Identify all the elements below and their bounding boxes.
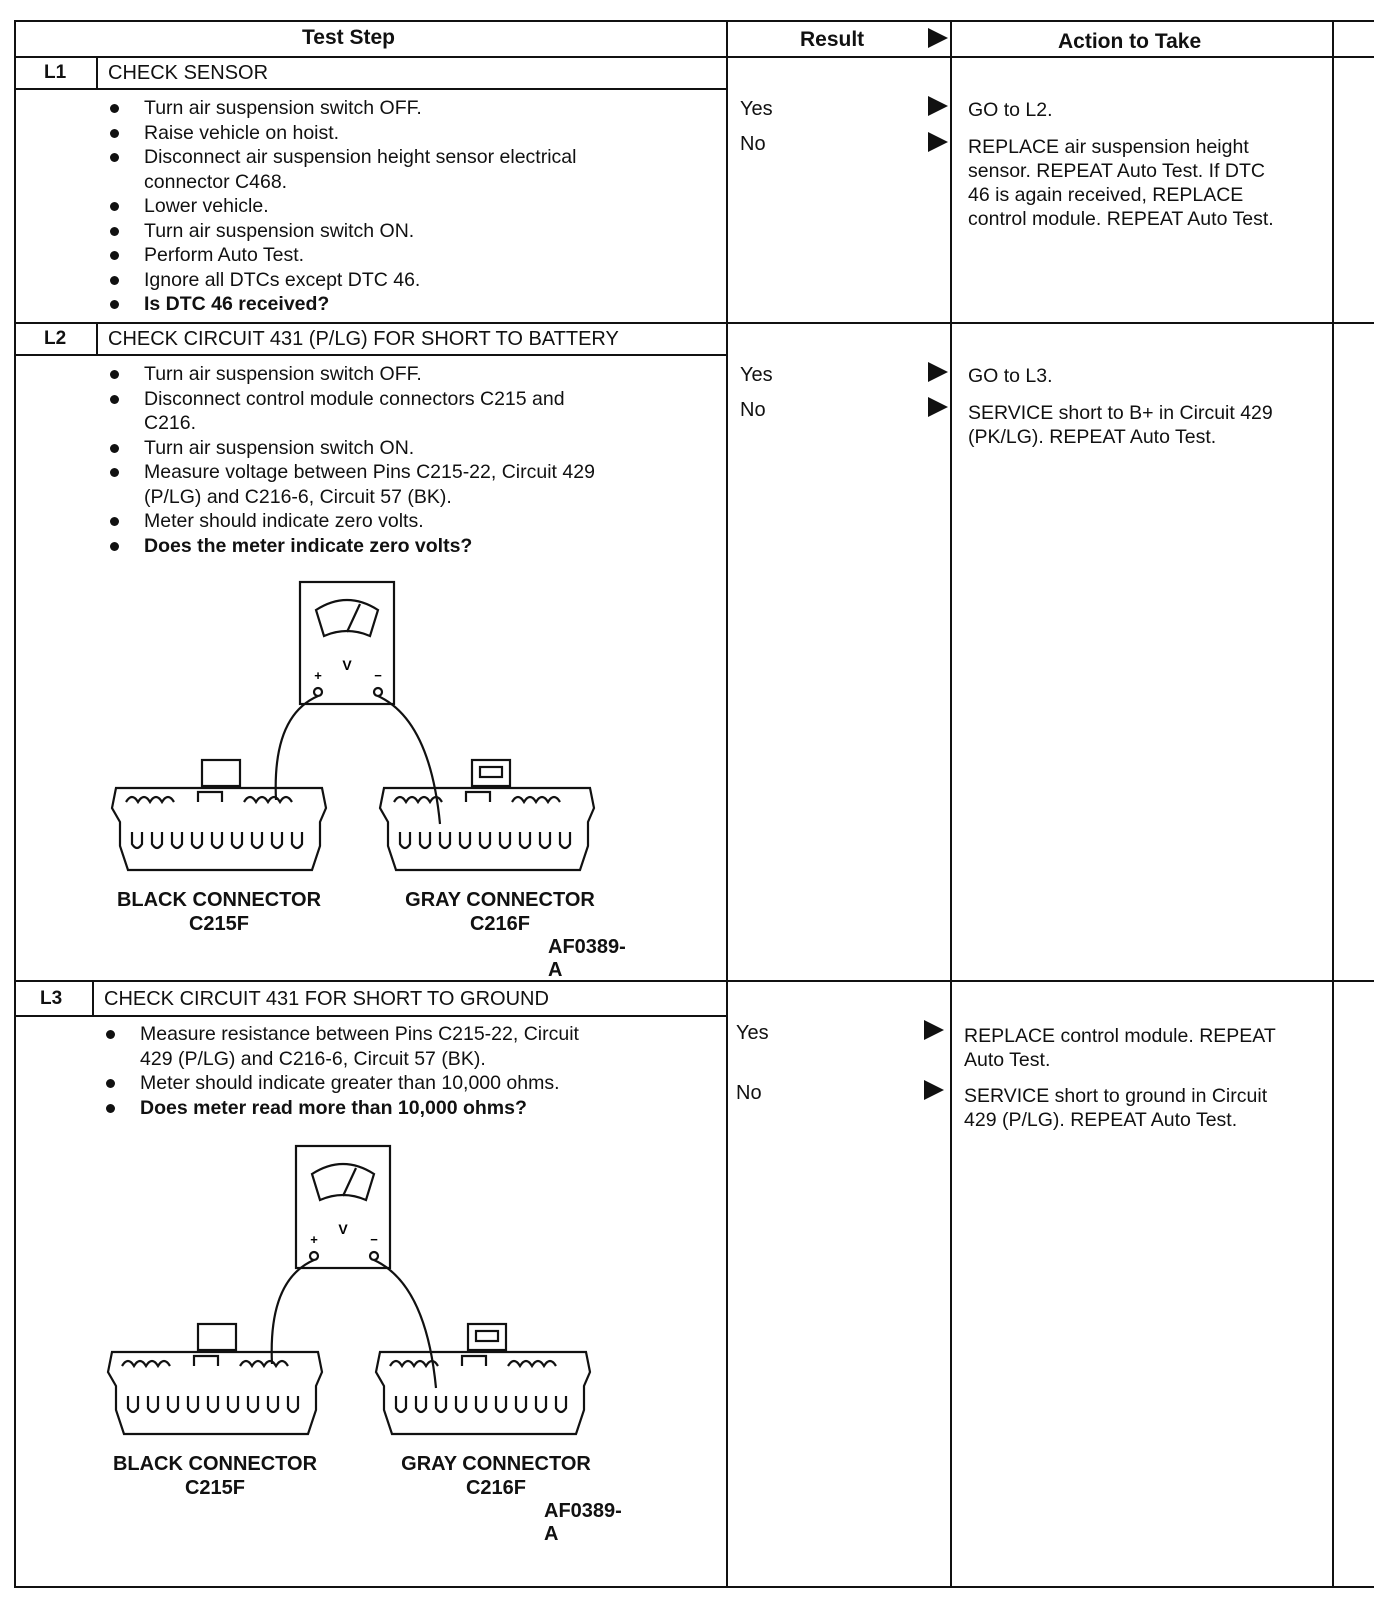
meter-minus-label: −	[370, 1232, 378, 1247]
black-connector-name: BLACK CONNECTOR	[112, 1453, 318, 1475]
list-item: Perform Auto Test.	[106, 243, 576, 268]
result-column-border	[726, 20, 728, 1588]
voltmeter-diagram-l2	[94, 570, 634, 981]
probe-lead-negative	[378, 696, 440, 824]
black-connector-id: C215F	[184, 1477, 246, 1499]
meter-plus-terminal-icon	[314, 688, 322, 696]
diagnostic-table	[14, 20, 1374, 1588]
result-arrow-icon	[928, 362, 948, 382]
black-connector-label	[94, 888, 344, 936]
step-id-l2: L2	[44, 328, 67, 349]
action-line: (PK/LG). REPEAT Auto Test.	[968, 426, 1217, 448]
table-right-border	[1332, 20, 1334, 1588]
list-item: Turn air suspension switch ON.	[106, 436, 595, 461]
black-connector-name: BLACK CONNECTOR	[116, 889, 322, 911]
result-l2-no: No	[740, 399, 766, 421]
header-bottom-border	[14, 56, 1374, 58]
gray-connector-id: C216F	[465, 1477, 527, 1499]
action-line: REPLACE air suspension height	[968, 136, 1249, 158]
l1-bottom-border	[14, 322, 1374, 324]
action-line: GO to L2.	[968, 99, 1053, 121]
voltmeter-diagram-l3	[90, 1134, 630, 1545]
list-item-continuation: connector C468.	[144, 170, 288, 193]
action-line: sensor. REPEAT Auto Test. If DTC	[968, 160, 1265, 182]
gray-connector-top-pins-icon	[394, 792, 560, 802]
result-l2-yes: Yes	[740, 364, 773, 386]
result-arrow-icon	[928, 96, 948, 116]
result-l3-no: No	[736, 1082, 762, 1104]
action-column-border	[950, 20, 952, 1588]
result-arrow-icon	[928, 132, 948, 152]
list-item: Turn air suspension switch ON.	[106, 219, 576, 244]
action-l2-no	[968, 401, 1273, 449]
list-item: Meter should indicate zero volts.	[106, 509, 595, 534]
result-arrow-icon	[924, 1080, 944, 1100]
black-connector-top-pins-icon	[122, 1356, 288, 1366]
meter-minus-label: −	[374, 668, 382, 683]
header-result: Result	[800, 28, 865, 51]
action-l2-yes	[968, 364, 1053, 388]
action-line: control module. REPEAT Auto Test.	[968, 208, 1274, 230]
table-bottom-border	[14, 1586, 1374, 1588]
black-connector-body-icon	[112, 788, 326, 870]
list-item-question: Does meter read more than 10,000 ohms?	[102, 1096, 579, 1121]
l1-id-divider	[96, 56, 98, 90]
step-id-l1: L1	[44, 62, 67, 83]
list-item: Meter should indicate greater than 10,000 ohms.	[102, 1071, 579, 1096]
figure-id-label: AF0389-A	[548, 936, 626, 981]
result-l3-yes: Yes	[736, 1022, 769, 1044]
meter-plus-label: +	[314, 668, 322, 683]
table-top-border	[14, 20, 1374, 22]
l2-id-divider	[96, 322, 98, 356]
gray-connector-latch-icon	[468, 1324, 506, 1350]
gray-connector-id: C216F	[469, 913, 531, 935]
result-l1-yes: Yes	[740, 98, 773, 120]
gray-connector-latch-icon	[472, 760, 510, 786]
list-item-question: Does the meter indicate zero volts?	[106, 534, 595, 559]
l3-id-divider	[92, 980, 94, 1017]
action-line: 429 (P/LG). REPEAT Auto Test.	[964, 1109, 1238, 1131]
black-connector-bottom-pins-icon	[128, 1396, 298, 1412]
gray-connector-label	[380, 888, 620, 936]
list-item: Raise vehicle on hoist.	[106, 121, 576, 146]
black-connector-label	[90, 1452, 340, 1500]
gray-connector-name: GRAY CONNECTOR	[405, 889, 595, 911]
list-item: Disconnect air suspension height sensor electrical	[106, 145, 576, 170]
gray-connector-label	[376, 1452, 616, 1500]
l2-title-border	[14, 354, 728, 356]
black-connector-latch-icon	[198, 1324, 236, 1350]
step-title-l1: CHECK SENSOR	[108, 62, 269, 84]
meter-needle-icon	[347, 604, 360, 632]
action-line: REPLACE control module. REPEAT	[964, 1025, 1276, 1047]
action-l3-no	[964, 1084, 1267, 1132]
step-title-l2: CHECK CIRCUIT 431 (P/LG) FOR SHORT TO BATTERY	[108, 328, 619, 350]
probe-lead-positive	[272, 1260, 314, 1364]
meter-plus-terminal-icon	[310, 1252, 318, 1260]
black-connector-id: C215F	[188, 913, 250, 935]
list-item: Turn air suspension switch OFF.	[106, 362, 595, 387]
header-test-step: Test Step	[302, 26, 395, 49]
header-action: Action to Take	[1058, 30, 1202, 53]
action-l1-no	[968, 135, 1274, 231]
gray-connector-bottom-pins-icon	[400, 832, 570, 848]
result-l1-no: No	[740, 133, 766, 155]
list-item: Measure resistance between Pins C215-22, Circuit	[102, 1022, 579, 1047]
result-arrow-icon	[924, 1020, 944, 1040]
action-line: GO to L3.	[968, 365, 1053, 387]
action-line: SERVICE short to ground in Circuit	[964, 1085, 1268, 1107]
step-id-l3: L3	[40, 988, 63, 1009]
figure-id-label: AF0389-A	[544, 1500, 622, 1545]
action-line: SERVICE short to B+ in Circuit 429	[968, 402, 1273, 424]
step-l3-instructions	[102, 1022, 579, 1120]
meter-minus-terminal-icon	[370, 1252, 378, 1260]
action-l1-yes	[968, 98, 1053, 122]
list-item: Disconnect control module connectors C215 and	[106, 387, 595, 412]
table-left-border	[14, 20, 16, 1588]
probe-lead-positive	[276, 696, 318, 800]
list-item-continuation: C216.	[144, 412, 197, 434]
l1-title-border	[14, 88, 728, 90]
black-connector-latch-icon	[202, 760, 240, 786]
step-l2-instructions	[106, 362, 595, 558]
step-title-l3: CHECK CIRCUIT 431 FOR SHORT TO GROUND	[104, 988, 549, 1010]
l3-title-border	[14, 1015, 728, 1017]
meter-plus-label: +	[310, 1232, 318, 1247]
result-arrow-icon	[928, 397, 948, 417]
action-l3-yes	[964, 1024, 1276, 1072]
gray-connector-body-icon	[376, 1352, 590, 1434]
l2-bottom-border	[14, 980, 1374, 982]
action-line: Auto Test.	[964, 1049, 1051, 1071]
list-item: Turn air suspension switch OFF.	[106, 96, 576, 121]
action-line: 46 is again received, REPLACE	[968, 184, 1244, 206]
meter-needle-icon	[343, 1168, 356, 1196]
meter-minus-terminal-icon	[374, 688, 382, 696]
meter-unit-label: V	[338, 1221, 348, 1237]
meter-unit-label: V	[342, 657, 352, 673]
black-connector-top-pins-icon	[126, 792, 292, 802]
list-item: Lower vehicle.	[106, 194, 576, 219]
black-connector-body-icon	[108, 1352, 322, 1434]
list-item-continuation: 429 (P/LG) and C216-6, Circuit 57 (BK).	[140, 1047, 486, 1070]
list-item: Measure voltage between Pins C215-22, Circuit 429	[106, 460, 595, 485]
gray-connector-name: GRAY CONNECTOR	[401, 1453, 591, 1475]
black-connector-bottom-pins-icon	[132, 832, 302, 848]
step-l1-instructions	[106, 96, 576, 317]
probe-lead-negative	[374, 1260, 436, 1388]
gray-connector-bottom-pins-icon	[396, 1396, 566, 1412]
gray-connector-latch-window-icon	[480, 767, 502, 777]
gray-connector-body-icon	[380, 788, 594, 870]
header-arrow-icon	[928, 28, 948, 48]
gray-connector-latch-window-icon	[476, 1331, 498, 1341]
gray-connector-top-pins-icon	[390, 1356, 556, 1366]
list-item-question: Is DTC 46 received?	[106, 292, 576, 317]
list-item-continuation: (P/LG) and C216-6, Circuit 57 (BK).	[144, 485, 452, 508]
list-item: Ignore all DTCs except DTC 46.	[106, 268, 576, 293]
